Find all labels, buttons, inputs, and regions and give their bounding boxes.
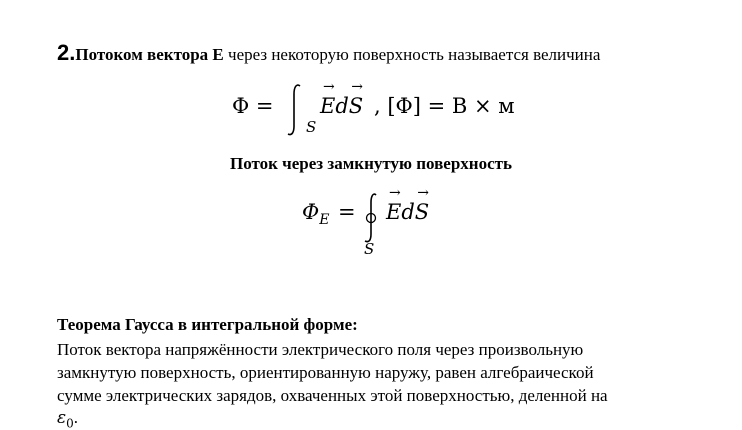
integral-subscript: S [306,118,317,136]
gauss-text-line: Поток вектора напряжённости электрического поля через произвольную [57,340,584,359]
closed-integrand: E → dS → [386,185,430,224]
flux-formula [232,79,515,140]
gauss-epsilon-line [57,408,78,430]
closed-flux-lhs: $\Phi_E$ [302,200,330,229]
closed-flux-eq: = [338,200,356,224]
section-heading [57,40,600,66]
integrand: E → dS → [320,79,364,118]
contour-subscript: S [364,240,375,258]
epsilon-symbol: ε [57,408,67,428]
flux-term: Потоком вектора Е [75,45,224,64]
flux-unit: , [Φ] = В × м [374,94,515,118]
epsilon-subscript: 0 [66,416,74,430]
contour-integral-icon [362,192,380,244]
flux-lhs: Φ = [232,94,274,118]
gauss-text-line: замкнутую поверхность, ориентированную наружу, равен алгебраической [57,363,594,382]
sentence-end: . [73,408,79,427]
gauss-theorem-title: Теорема Гаусса в интегральной форме: [57,315,358,334]
closed-flux-formula [296,185,476,258]
section-number: 2. [57,40,76,65]
closed-surface-heading: Поток через замкнутую поверхность [230,154,512,173]
integral-sign-icon [284,82,304,138]
flux-definition: через некоторую поверхность называется величина [223,45,601,64]
gauss-text-line: сумме электрических зарядов, охваченных этой поверхностью, деленной на [57,386,608,405]
